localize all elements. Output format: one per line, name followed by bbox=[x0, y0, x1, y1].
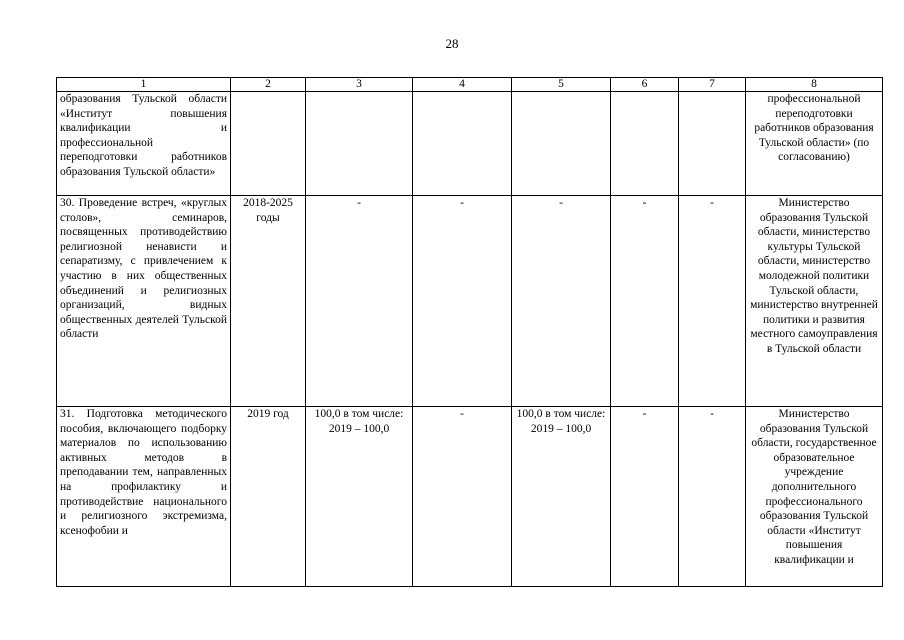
measure-text-cell: 31. Подготовка методического пособия, включающего подборку материалов по использованию активных методов в преподавании тем, направленных на профилактику и противодействие национального и религиозного экстремизма, ксенофобии и bbox=[57, 407, 231, 587]
table-row bbox=[57, 92, 883, 196]
period-cell: 2018-2025 годы bbox=[231, 196, 306, 407]
local-budget-cell: - bbox=[611, 407, 679, 587]
column-numbers-row bbox=[57, 78, 883, 92]
other-sources-cell bbox=[679, 92, 746, 196]
page-number: 28 bbox=[445, 36, 459, 51]
executors-cell: Министерство образования Тульской области, государственное образовательное учреждение дополнительного профессионального образования Тульской области «Институт повышения квалификации и bbox=[746, 407, 883, 587]
regional-budget-cell bbox=[512, 92, 611, 196]
executors-cell: профессиональной переподготовки работников образования Тульской области» (по согласованию) bbox=[746, 92, 883, 196]
column-header: 7 bbox=[679, 78, 746, 92]
total-funding-cell bbox=[306, 92, 413, 196]
measure-text-cell: образования Тульской области «Институт повышения квалификации и профессиональной переподготовки работников образования Тульской области» bbox=[57, 92, 231, 196]
regional-budget-cell: - bbox=[512, 196, 611, 407]
column-header: 5 bbox=[512, 78, 611, 92]
column-header: 3 bbox=[306, 78, 413, 92]
other-sources-cell: - bbox=[679, 407, 746, 587]
federal-budget-cell bbox=[413, 92, 512, 196]
column-header: 2 bbox=[231, 78, 306, 92]
plan-table bbox=[56, 77, 883, 587]
column-header: 4 bbox=[413, 78, 512, 92]
period-cell bbox=[231, 92, 306, 196]
federal-budget-cell: - bbox=[413, 407, 512, 587]
local-budget-cell bbox=[611, 92, 679, 196]
table-row bbox=[57, 196, 883, 407]
federal-budget-cell: - bbox=[413, 196, 512, 407]
regional-budget-cell: 100,0 в том числе: 2019 – 100,0 bbox=[512, 407, 611, 587]
column-header: 8 bbox=[746, 78, 883, 92]
executors-cell: Министерство образования Тульской области, министерство культуры Тульской области, министерство молодежной политики Тульской области, министерство внутренней политики и развития местного самоуправления в Тульской области bbox=[746, 196, 883, 407]
measure-text-cell: 30. Проведение встреч, «круглых столов», семинаров, посвященных противодействию религиозной ненависти и сепаратизму, с привлечением к участию в них общественных объединений и религиозных организаций, видных общественных деятелей Тульской области bbox=[57, 196, 231, 407]
period-cell: 2019 год bbox=[231, 407, 306, 587]
total-funding-cell: 100,0 в том числе: 2019 – 100,0 bbox=[306, 407, 413, 587]
column-header: 6 bbox=[611, 78, 679, 92]
other-sources-cell: - bbox=[679, 196, 746, 407]
local-budget-cell: - bbox=[611, 196, 679, 407]
column-header: 1 bbox=[57, 78, 231, 92]
total-funding-cell: - bbox=[306, 196, 413, 407]
table-row bbox=[57, 407, 883, 587]
